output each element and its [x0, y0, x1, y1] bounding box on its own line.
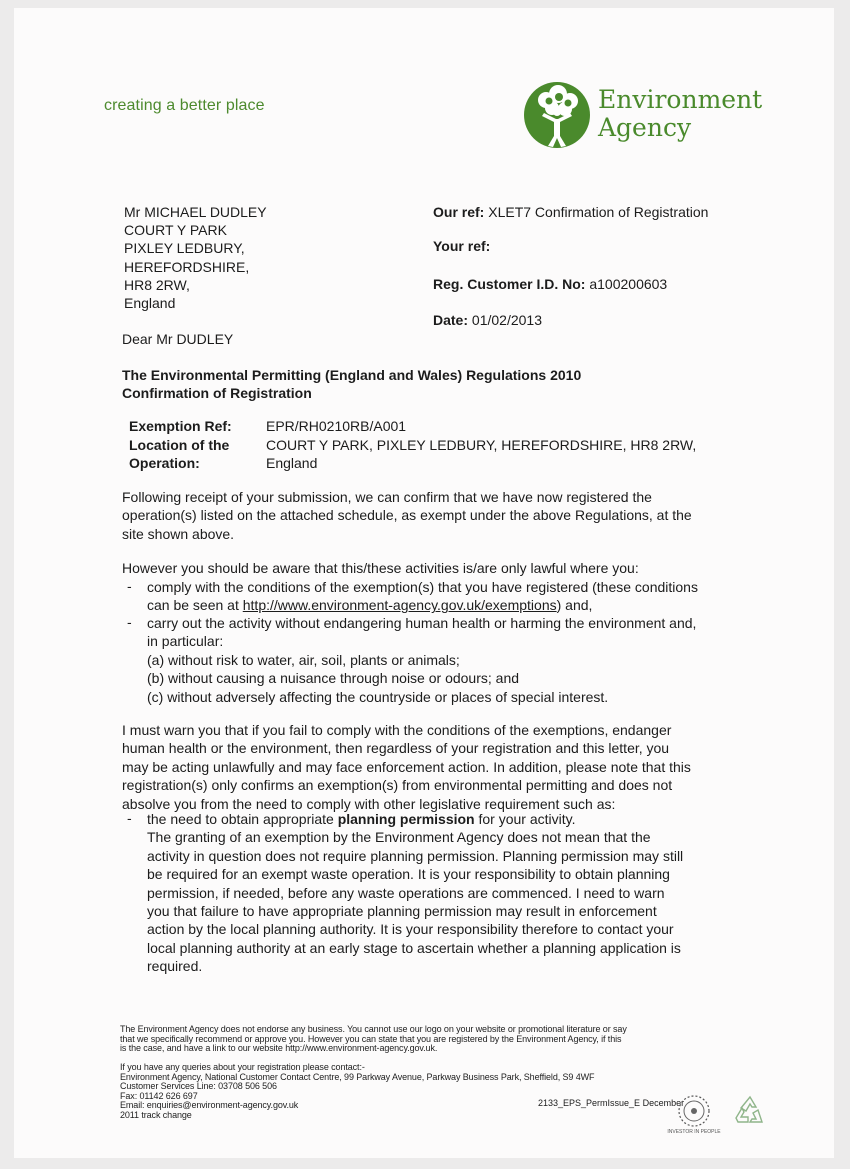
document-code: 2133_EPS_PermIssue_E December — [538, 1098, 685, 1108]
footer-line: Customer Services Line: 03708 506 506 — [120, 1081, 277, 1092]
bullet-conditions — [147, 578, 698, 615]
bullet-line: local planning authority at an early stage to ascertain whether a planning application is — [147, 939, 681, 956]
bullet-line: action by the local planning authority. It is your responsibility therefore to contact your — [147, 921, 674, 938]
address-line: COURT Y PARK — [124, 222, 227, 239]
your-ref-label: Your ref: — [433, 238, 491, 254]
bullet-dash: - — [127, 810, 132, 826]
logo-text-line1: Environment — [598, 85, 763, 114]
date-value: 01/02/2013 — [471, 312, 542, 328]
paragraph-line: absolve you from the need to comply with other legislative requirement such as: — [122, 795, 616, 812]
bullet-planning — [147, 810, 683, 976]
recycle-logo — [732, 1094, 768, 1128]
date-label: Date: — [433, 312, 469, 328]
bullet-line: be required for an exempt waste operation. It is your responsibility to obtain planning — [147, 866, 670, 883]
letter-date — [433, 312, 542, 328]
our-ref-label: Our ref: — [433, 204, 485, 220]
bullet-line: (c) without adversely affecting the countryside or places of special interest. — [147, 688, 609, 705]
footer-line: that we specifically recommend or approve you. However you can state that you are registered by the Environment Agency, if this — [120, 1033, 622, 1044]
title-line: Confirmation of Registration — [122, 385, 312, 401]
footer-line: If you have any queries about your registration please contact:- — [120, 1062, 365, 1072]
bullet-text: can be seen at — [147, 597, 243, 614]
bullet-line — [147, 810, 683, 828]
paragraph-line: I must warn you that if you fail to comply with the conditions of the exemptions, endanger — [122, 722, 672, 738]
paragraph-line: site shown above. — [122, 525, 235, 542]
bullet-line: The granting of an exemption by the Environment Agency does not mean that the — [147, 829, 651, 846]
environment-agency-logo — [524, 78, 784, 156]
footer-line: Email: enquiries@environment-agency.gov.uk — [120, 1100, 299, 1111]
footer-line: 2011 track change — [120, 1109, 192, 1120]
bullet-text: ) and, — [556, 597, 593, 614]
address-line: HEREFORDSHIRE, — [124, 258, 250, 275]
bullet-line: you that failure to have appropriate planning permission may result in enforcement — [147, 903, 657, 920]
paragraph-line: may be acting unlawfully and may face enforcement action. In addition, please note that this — [122, 758, 691, 775]
your-ref — [433, 238, 490, 254]
exemptions-link[interactable]: http://www.environment-agency.gov.uk/exemptions — [242, 597, 557, 614]
planning-permission-bold: planning permission — [337, 811, 475, 827]
footer-disclaimer — [120, 1025, 627, 1054]
paragraph-line: human health or the environment, then regardless of your registration and this letter, you — [122, 740, 670, 757]
bullet-line: in particular: — [147, 633, 224, 650]
paragraph-line: registration(s) only confirms an exemption(s) from environmental permitting and does not — [122, 777, 673, 794]
logo-text-line2: Agency — [598, 113, 692, 142]
location-label: Location of the — [129, 436, 230, 453]
bullet-line: carry out the activity without endangering human health or harming the environment and, — [147, 615, 697, 631]
recycle-icon — [732, 1094, 768, 1128]
bullet-line: comply with the conditions of the exemption(s) that you have registered (these conditions — [147, 579, 698, 595]
bullet-dash: - — [127, 614, 132, 630]
location-value: COURT Y PARK, PIXLEY LEDBURY, HEREFORDSHIRE, HR8 2RW, — [266, 436, 697, 453]
bullet-line: activity in question does not require planning permission. Planning permission may still — [147, 847, 684, 864]
paragraph-lawful-intro: However you should be aware that this/these activities is/are only lawful where you: — [122, 560, 639, 576]
address-line: Mr MICHAEL DUDLEY — [124, 204, 267, 220]
customer-id — [433, 276, 667, 292]
bullet-line: (a) without risk to water, air, soil, plants or animals; — [147, 651, 460, 668]
footer-contact — [120, 1063, 594, 1121]
investors-in-people-badge — [662, 1093, 726, 1139]
tagline: creating a better place — [104, 97, 265, 114]
bullet-line: permission, if needed, before any waste operations are commenced. I need to warn — [147, 884, 665, 901]
paragraph-warning — [122, 721, 722, 813]
our-ref — [433, 204, 708, 220]
address-line: England — [124, 295, 176, 312]
paragraph-registration — [122, 488, 722, 543]
salutation: Dear Mr DUDLEY — [122, 331, 234, 347]
operation-label: Operation: — [129, 455, 200, 471]
address-line: PIXLEY LEDBURY, — [124, 240, 245, 257]
iip-label: INVESTOR IN PEOPLE — [667, 1129, 721, 1135]
recipient-address — [124, 203, 267, 312]
exemption-ref-label: Exemption Ref: — [129, 418, 232, 434]
bullet-text: the need to obtain appropriate — [147, 811, 338, 827]
footer-line: The Environment Agency does not endorse any business. You cannot use our logo on your website or promotional literature or say — [120, 1024, 627, 1034]
bullet-no-harm — [147, 614, 696, 706]
bullet-line — [147, 596, 698, 614]
paragraph-line: Following receipt of your submission, we can confirm that we have now registered the — [122, 489, 652, 505]
location-value-cont: England — [266, 455, 318, 471]
bullet-text: for your activity. — [474, 811, 576, 827]
bullet-line: (b) without causing a nuisance through noise or odours; and — [147, 670, 520, 687]
bullet-line: required. — [147, 958, 203, 975]
address-line: HR8 2RW, — [124, 276, 190, 293]
footer-line: Environment Agency, National Customer Contact Centre, 99 Parkway Avenue, Parkway Business Park, Sheffield, S9 4WF — [120, 1071, 595, 1082]
footer-line: is the case, and have a link to our website http://www.environment-agency.gov.uk. — [120, 1043, 438, 1054]
investors-in-people-icon — [662, 1093, 726, 1129]
bullet-dash: - — [127, 578, 132, 594]
paragraph-line: operation(s) listed on the attached schedule, as exempt under the above Regulations, at the — [122, 507, 692, 524]
customer-id-label: Reg. Customer I.D. No: — [433, 276, 586, 292]
letter-title — [122, 366, 581, 402]
exemption-ref-value: EPR/RH0210RB/A001 — [266, 418, 407, 434]
tree-person-icon — [524, 78, 590, 152]
customer-id-value: a100200603 — [589, 276, 668, 292]
our-ref-value: XLET7 Confirmation of Registration — [488, 204, 709, 220]
title-line: The Environmental Permitting (England and Wales) Regulations 2010 — [122, 367, 582, 383]
footer-line: Fax: 01142 626 697 — [120, 1090, 198, 1101]
